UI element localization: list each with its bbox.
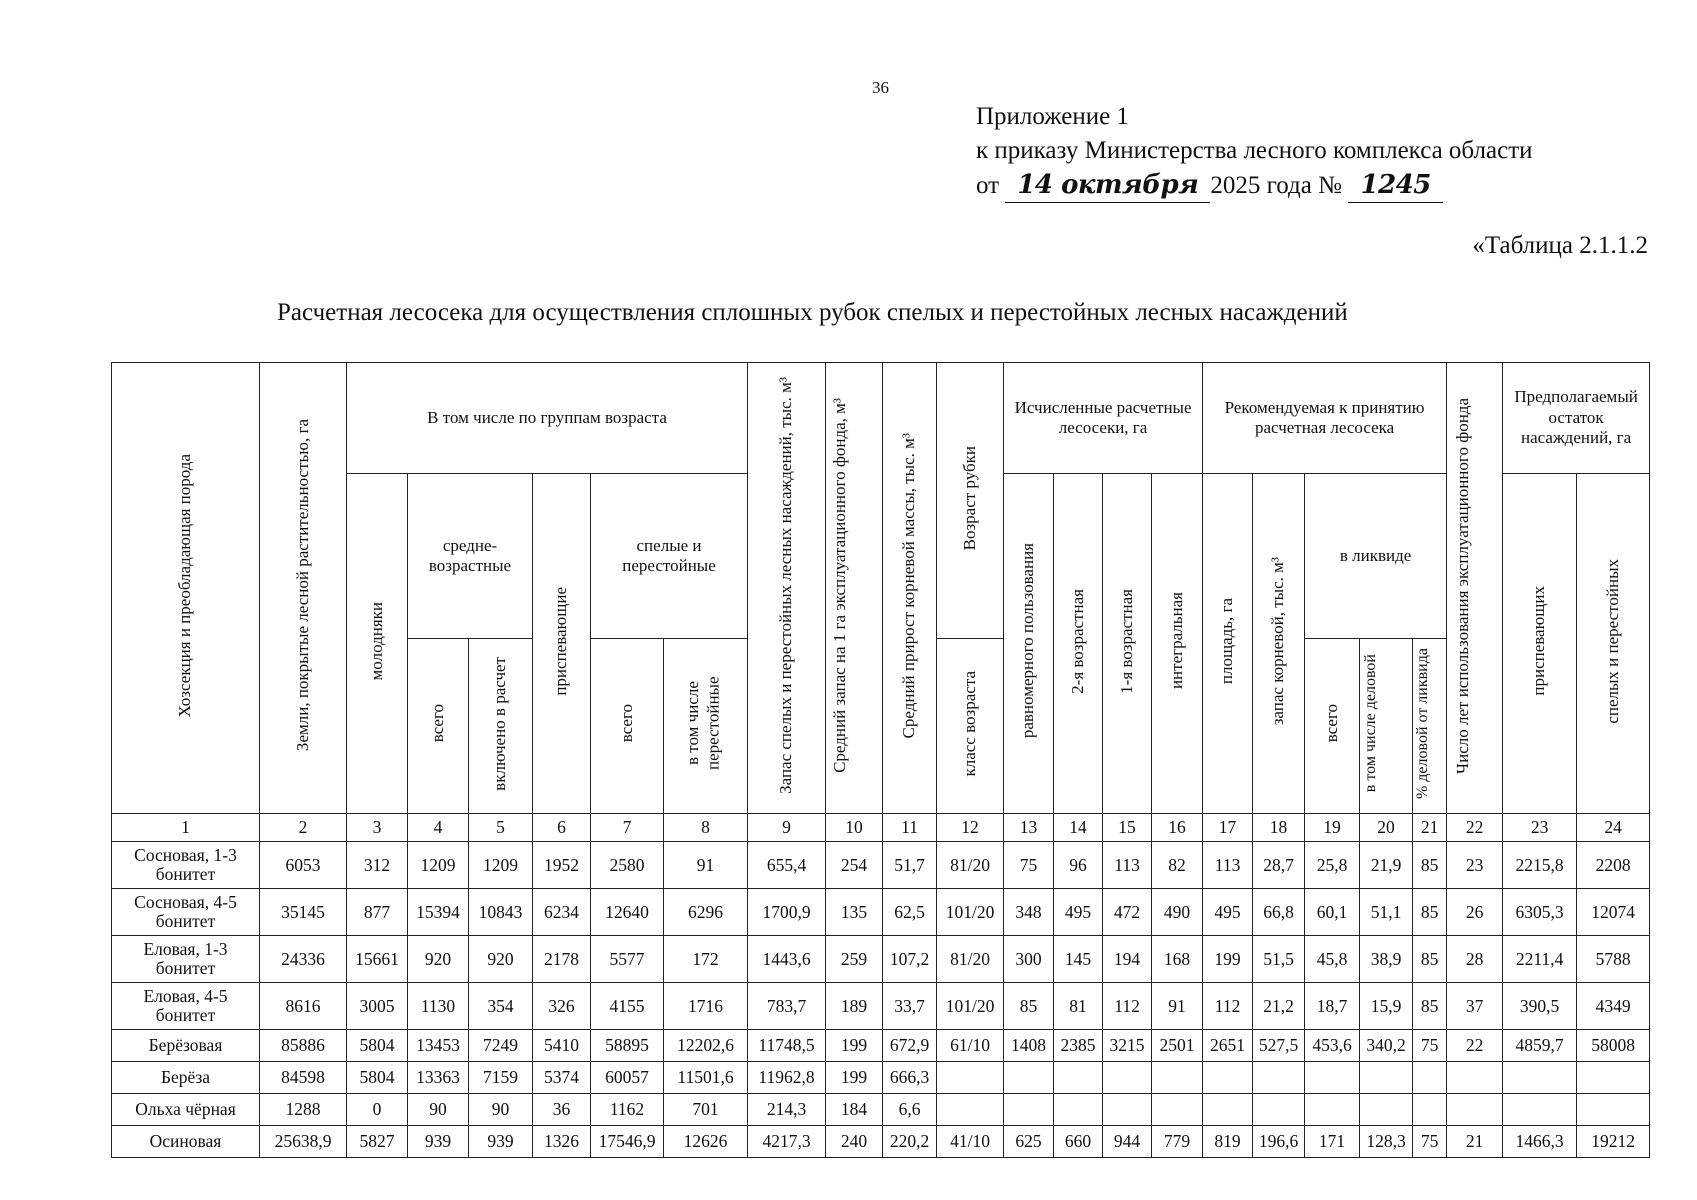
col-header-calc-1age: 1-я возрастная xyxy=(1103,474,1152,814)
table-cell: 171 xyxy=(1305,1126,1360,1158)
table-cell: 91 xyxy=(1152,983,1203,1030)
table-cell: 82 xyxy=(1152,842,1203,889)
table-row xyxy=(112,1030,1650,1062)
table-cell: 625 xyxy=(1004,1126,1054,1158)
table-cell: 172 xyxy=(664,936,748,983)
table-cell: 113 xyxy=(1103,842,1152,889)
table-cell: 8616 xyxy=(260,983,347,1030)
table-cell: 184 xyxy=(826,1094,883,1126)
table-cell: 354 xyxy=(469,983,533,1030)
table-cell: 85 xyxy=(1413,842,1447,889)
table-cell: 17546,9 xyxy=(591,1126,664,1158)
species-name-cell: Еловая, 4-5 бонитет xyxy=(112,983,260,1030)
table-cell: 527,5 xyxy=(1253,1030,1305,1062)
table-cell: 112 xyxy=(1103,983,1152,1030)
column-number: 19 xyxy=(1305,814,1360,842)
table-cell: 4349 xyxy=(1577,983,1650,1030)
table-cell xyxy=(1253,1094,1305,1126)
col-header-mature-all: всего xyxy=(591,639,664,814)
table-cell: 214,3 xyxy=(748,1094,826,1126)
species-name-cell: Берёзовая xyxy=(112,1030,260,1062)
table-cell: 85886 xyxy=(260,1030,347,1062)
date-prefix: от xyxy=(976,172,1000,199)
table-cell xyxy=(1503,1062,1577,1094)
table-cell: 15394 xyxy=(408,889,469,936)
table-cell: 21,2 xyxy=(1253,983,1305,1030)
table-cell xyxy=(937,1094,1004,1126)
table-cell: 58008 xyxy=(1577,1030,1650,1062)
table-cell: 21 xyxy=(1447,1126,1503,1158)
table-cell xyxy=(1503,1094,1577,1126)
column-number: 22 xyxy=(1447,814,1503,842)
table-cell: 12074 xyxy=(1577,889,1650,936)
table-cell: 2580 xyxy=(591,842,664,889)
table-cell: 90 xyxy=(408,1094,469,1126)
table-cell: 85 xyxy=(1004,983,1054,1030)
table-cell: 944 xyxy=(1103,1126,1152,1158)
table-cell: 75 xyxy=(1413,1030,1447,1062)
table-cell: 189 xyxy=(826,983,883,1030)
table-cell xyxy=(1413,1094,1447,1126)
table-cell: 81 xyxy=(1054,983,1103,1030)
table-cell: 25638,9 xyxy=(260,1126,347,1158)
table-cell: 199 xyxy=(826,1062,883,1094)
table-cell: 24336 xyxy=(260,936,347,983)
table-cell xyxy=(1004,1062,1054,1094)
table-cell: 472 xyxy=(1103,889,1152,936)
table-cell: 25,8 xyxy=(1305,842,1360,889)
table-cell: 877 xyxy=(347,889,408,936)
table-cell: 75 xyxy=(1413,1126,1447,1158)
table-cell: 6,6 xyxy=(883,1094,937,1126)
table-cell: 4859,7 xyxy=(1503,1030,1577,1062)
column-number: 12 xyxy=(937,814,1004,842)
table-cell: 15661 xyxy=(347,936,408,983)
table-cell: 779 xyxy=(1152,1126,1203,1158)
column-number-row xyxy=(112,814,1650,842)
table-reference: «Таблица 2.1.1.2 xyxy=(1472,232,1648,259)
table-cell xyxy=(1103,1062,1152,1094)
table-row xyxy=(112,936,1650,983)
table-cell: 84598 xyxy=(260,1062,347,1094)
column-number: 2 xyxy=(260,814,347,842)
table-cell xyxy=(1152,1062,1203,1094)
table-cell: 7249 xyxy=(469,1030,533,1062)
column-number: 24 xyxy=(1577,814,1650,842)
column-number: 1 xyxy=(112,814,260,842)
table-cell: 2215,8 xyxy=(1503,842,1577,889)
table-cell: 495 xyxy=(1203,889,1253,936)
table-cell: 1326 xyxy=(533,1126,591,1158)
table-cell: 37 xyxy=(1447,983,1503,1030)
table-cell: 2385 xyxy=(1054,1030,1103,1062)
table-row xyxy=(112,983,1650,1030)
species-name-cell: Берёза xyxy=(112,1062,260,1094)
table-cell: 10843 xyxy=(469,889,533,936)
table-cell: 11501,6 xyxy=(664,1062,748,1094)
column-number: 18 xyxy=(1253,814,1305,842)
column-number: 7 xyxy=(591,814,664,842)
column-number: 8 xyxy=(664,814,748,842)
col-header-calc-2age: 2-я возрастная xyxy=(1054,474,1103,814)
column-number: 9 xyxy=(748,814,826,842)
table-cell: 18,7 xyxy=(1305,983,1360,1030)
col-header-age-groups: В том числе по группам возраста xyxy=(347,363,748,474)
handwritten-order-number: 1245 xyxy=(1348,168,1443,203)
annex-order-line: к приказу Министерства лесного комплекса области xyxy=(976,137,1533,164)
table-cell: 33,7 xyxy=(883,983,937,1030)
table-cell: 2211,4 xyxy=(1503,936,1577,983)
table-cell: 51,7 xyxy=(883,842,937,889)
table-cell xyxy=(1360,1094,1413,1126)
table-cell: 1162 xyxy=(591,1094,664,1126)
species-name-cell: Сосновая, 1-3 бонитет xyxy=(112,842,260,889)
table-cell: 453,6 xyxy=(1305,1030,1360,1062)
table-cell: 35145 xyxy=(260,889,347,936)
table-cell: 11748,5 xyxy=(748,1030,826,1062)
table-cell: 1952 xyxy=(533,842,591,889)
column-number: 15 xyxy=(1103,814,1152,842)
table-cell: 90 xyxy=(469,1094,533,1126)
table-cell xyxy=(1054,1094,1103,1126)
table-cell: 22 xyxy=(1447,1030,1503,1062)
table-cell: 819 xyxy=(1203,1126,1253,1158)
col-header-rec-root: запас корневой, тыс. м³ xyxy=(1253,474,1305,814)
table-cell: 5804 xyxy=(347,1062,408,1094)
table-cell: 326 xyxy=(533,983,591,1030)
column-number: 14 xyxy=(1054,814,1103,842)
col-header-recommended: Рекомендуемая к принятию расчетная лесосека xyxy=(1203,363,1447,474)
annex-date-line xyxy=(976,168,1533,203)
table-cell: 81/20 xyxy=(937,842,1004,889)
col-header-rec-area: площадь, га xyxy=(1203,474,1253,814)
table-cell: 12202,6 xyxy=(664,1030,748,1062)
table-cell: 920 xyxy=(408,936,469,983)
table-cell: 28 xyxy=(1447,936,1503,983)
table-cell: 196,6 xyxy=(1253,1126,1305,1158)
table-cell: 2651 xyxy=(1203,1030,1253,1062)
table-cell: 6053 xyxy=(260,842,347,889)
table-cell: 1716 xyxy=(664,983,748,1030)
column-number: 10 xyxy=(826,814,883,842)
table-cell xyxy=(1413,1062,1447,1094)
column-number: 17 xyxy=(1203,814,1253,842)
table-cell: 660 xyxy=(1054,1126,1103,1158)
col-header-liquid-all: всего xyxy=(1305,639,1360,814)
table-cell xyxy=(1305,1062,1360,1094)
table-cell: 300 xyxy=(1004,936,1054,983)
table-cell: 5804 xyxy=(347,1030,408,1062)
table-cell: 1288 xyxy=(260,1094,347,1126)
table-cell: 91 xyxy=(664,842,748,889)
column-number: 13 xyxy=(1004,814,1054,842)
col-header-middle-all: всего xyxy=(408,639,469,814)
table-row xyxy=(112,1094,1650,1126)
col-header-premature: приспевающие xyxy=(533,474,591,814)
table-cell: 6234 xyxy=(533,889,591,936)
table-cell: 101/20 xyxy=(937,889,1004,936)
table-cell: 12626 xyxy=(664,1126,748,1158)
table-cell: 26 xyxy=(1447,889,1503,936)
forest-cutting-table xyxy=(111,362,1650,1158)
table-cell: 38,9 xyxy=(1360,936,1413,983)
table-cell: 6296 xyxy=(664,889,748,936)
col-header-calc-integral: интегральная xyxy=(1152,474,1203,814)
table-cell: 85 xyxy=(1413,936,1447,983)
species-name-cell: Еловая, 1-3 бонитет xyxy=(112,936,260,983)
table-cell: 672,9 xyxy=(883,1030,937,1062)
table-cell: 128,3 xyxy=(1360,1126,1413,1158)
table-cell: 11962,8 xyxy=(748,1062,826,1094)
column-number: 11 xyxy=(883,814,937,842)
table-cell xyxy=(1577,1062,1650,1094)
col-header-liquid: в ликвиде xyxy=(1305,474,1447,639)
table-cell: 701 xyxy=(664,1094,748,1126)
table-cell: 51,1 xyxy=(1360,889,1413,936)
table-cell: 112 xyxy=(1203,983,1253,1030)
col-header-calc-uniform: равномерного пользования xyxy=(1004,474,1054,814)
table-cell xyxy=(1447,1062,1503,1094)
table-cell xyxy=(1447,1094,1503,1126)
table-cell: 113 xyxy=(1203,842,1253,889)
table-cell: 101/20 xyxy=(937,983,1004,1030)
table-cell: 1466,3 xyxy=(1503,1126,1577,1158)
table-cell: 60057 xyxy=(591,1062,664,1094)
column-number: 5 xyxy=(469,814,533,842)
table-cell xyxy=(1360,1062,1413,1094)
table-cell: 62,5 xyxy=(883,889,937,936)
table-cell: 2178 xyxy=(533,936,591,983)
table-cell: 19212 xyxy=(1577,1126,1650,1158)
col-header-avg-growth: Средний прирост корневой массы, тыс. м³ xyxy=(883,363,937,814)
table-cell: 96 xyxy=(1054,842,1103,889)
handwritten-date: 14 октября xyxy=(1005,168,1210,203)
col-header-remain-premature: приспевающих xyxy=(1503,474,1577,814)
table-cell: 1443,6 xyxy=(748,936,826,983)
table-cell: 220,2 xyxy=(883,1126,937,1158)
table-row xyxy=(112,842,1650,889)
table-cell: 4217,3 xyxy=(748,1126,826,1158)
col-header-age-class: класс возраста xyxy=(937,639,1004,814)
table-cell: 45,8 xyxy=(1305,936,1360,983)
table-cell: 3005 xyxy=(347,983,408,1030)
table-cell: 107,2 xyxy=(883,936,937,983)
table-cell: 1130 xyxy=(408,983,469,1030)
table-cell: 2501 xyxy=(1152,1030,1203,1062)
table-cell: 348 xyxy=(1004,889,1054,936)
table-cell: 58895 xyxy=(591,1030,664,1062)
col-header-mature: спелые и перестойные xyxy=(591,474,748,639)
col-header-mature-over: в том числе перестойные xyxy=(664,639,748,814)
col-header-remain-mature: спелых и перестойных xyxy=(1577,474,1650,814)
page-number: 36 xyxy=(872,78,889,97)
table-cell xyxy=(1103,1094,1152,1126)
table-cell: 3215 xyxy=(1103,1030,1152,1062)
annex-title: Приложение 1 xyxy=(976,103,1129,130)
table-cell xyxy=(1152,1094,1203,1126)
table-cell: 194 xyxy=(1103,936,1152,983)
column-number: 16 xyxy=(1152,814,1203,842)
col-header-avg-stock: Средний запас на 1 га эксплуатационного фонда, м³ xyxy=(826,363,883,814)
column-number: 4 xyxy=(408,814,469,842)
year-text: 2025 года № xyxy=(1210,172,1342,199)
table-row xyxy=(112,889,1650,936)
table-cell: 85 xyxy=(1413,889,1447,936)
table-cell: 254 xyxy=(826,842,883,889)
table-cell: 939 xyxy=(469,1126,533,1158)
species-name-cell: Осиновая xyxy=(112,1126,260,1158)
table-cell: 1700,9 xyxy=(748,889,826,936)
col-header-middle-aged: средне-возрастные xyxy=(408,474,533,639)
table-cell: 920 xyxy=(469,936,533,983)
col-header-remainder: Предполагаемый остаток насаждений, га xyxy=(1503,363,1650,474)
table-cell: 61/10 xyxy=(937,1030,1004,1062)
table-cell: 390,5 xyxy=(1503,983,1577,1030)
column-number: 3 xyxy=(347,814,408,842)
table-cell: 13363 xyxy=(408,1062,469,1094)
table-cell: 51,5 xyxy=(1253,936,1305,983)
table-cell: 21,9 xyxy=(1360,842,1413,889)
table-cell xyxy=(1305,1094,1360,1126)
table-cell: 85 xyxy=(1413,983,1447,1030)
table-cell: 199 xyxy=(826,1030,883,1062)
column-number: 20 xyxy=(1360,814,1413,842)
col-header-liquid-pct: % деловой от ликвида xyxy=(1413,639,1447,814)
col-header-liquid-business: в том числе деловой xyxy=(1360,639,1413,814)
table-cell: 2208 xyxy=(1577,842,1650,889)
col-header-forest-land: Земли, покрытые лесной растительностью, га xyxy=(260,363,347,814)
table-cell xyxy=(1203,1094,1253,1126)
table-cell: 5577 xyxy=(591,936,664,983)
table-cell: 15,9 xyxy=(1360,983,1413,1030)
table-cell xyxy=(1253,1062,1305,1094)
table-cell: 495 xyxy=(1054,889,1103,936)
table-row xyxy=(112,1126,1650,1158)
col-header-years: Число лет использования эксплуатационного фонда xyxy=(1447,363,1503,814)
table-cell: 666,3 xyxy=(883,1062,937,1094)
table-cell: 145 xyxy=(1054,936,1103,983)
table-cell: 66,8 xyxy=(1253,889,1305,936)
species-name-cell: Сосновая, 4-5 бонитет xyxy=(112,889,260,936)
table-cell: 5788 xyxy=(1577,936,1650,983)
table-cell: 312 xyxy=(347,842,408,889)
table-cell: 60,1 xyxy=(1305,889,1360,936)
table-cell: 28,7 xyxy=(1253,842,1305,889)
table-cell: 655,4 xyxy=(748,842,826,889)
col-header-young: молодняки xyxy=(347,474,408,814)
table-cell: 1209 xyxy=(408,842,469,889)
table-cell: 0 xyxy=(347,1094,408,1126)
table-cell: 490 xyxy=(1152,889,1203,936)
table-cell: 5410 xyxy=(533,1030,591,1062)
table-cell xyxy=(1004,1094,1054,1126)
table-cell: 7159 xyxy=(469,1062,533,1094)
table-cell xyxy=(1054,1062,1103,1094)
table-cell: 81/20 xyxy=(937,936,1004,983)
col-header-calculated: Исчисленные расчетные лесосеки, га xyxy=(1004,363,1203,474)
table-cell: 36 xyxy=(533,1094,591,1126)
table-cell: 259 xyxy=(826,936,883,983)
table-cell: 12640 xyxy=(591,889,664,936)
table-cell xyxy=(1203,1062,1253,1094)
column-number: 6 xyxy=(533,814,591,842)
table-cell: 41/10 xyxy=(937,1126,1004,1158)
table-cell: 1209 xyxy=(469,842,533,889)
table-cell: 5374 xyxy=(533,1062,591,1094)
column-number: 23 xyxy=(1503,814,1577,842)
species-name-cell: Ольха чёрная xyxy=(112,1094,260,1126)
column-number: 21 xyxy=(1413,814,1447,842)
table-cell: 135 xyxy=(826,889,883,936)
table-cell: 340,2 xyxy=(1360,1030,1413,1062)
table-row xyxy=(112,1062,1650,1094)
table-cell: 13453 xyxy=(408,1030,469,1062)
table-cell: 783,7 xyxy=(748,983,826,1030)
table-cell: 5827 xyxy=(347,1126,408,1158)
table-cell: 23 xyxy=(1447,842,1503,889)
table-cell: 939 xyxy=(408,1126,469,1158)
col-header-section: Хозсекция и преобладающая порода xyxy=(112,363,260,814)
table-cell: 1408 xyxy=(1004,1030,1054,1062)
annex-block xyxy=(976,100,1533,203)
table-cell xyxy=(1577,1094,1650,1126)
table-cell: 240 xyxy=(826,1126,883,1158)
col-header-cut-age: Возраст рубки xyxy=(937,363,1004,639)
col-header-stock: Запас спелых и перестойных лесных насаждений, тыс. м³ xyxy=(748,363,826,814)
table-cell: 168 xyxy=(1152,936,1203,983)
table-cell: 199 xyxy=(1203,936,1253,983)
table-cell xyxy=(937,1062,1004,1094)
table-cell: 6305,3 xyxy=(1503,889,1577,936)
table-cell: 75 xyxy=(1004,842,1054,889)
document-title: Расчетная лесосека для осуществления сплошных рубок спелых и перестойных лесных насаждений xyxy=(277,299,1348,326)
col-header-middle-included: включено в расчет xyxy=(469,639,533,814)
table-cell: 4155 xyxy=(591,983,664,1030)
